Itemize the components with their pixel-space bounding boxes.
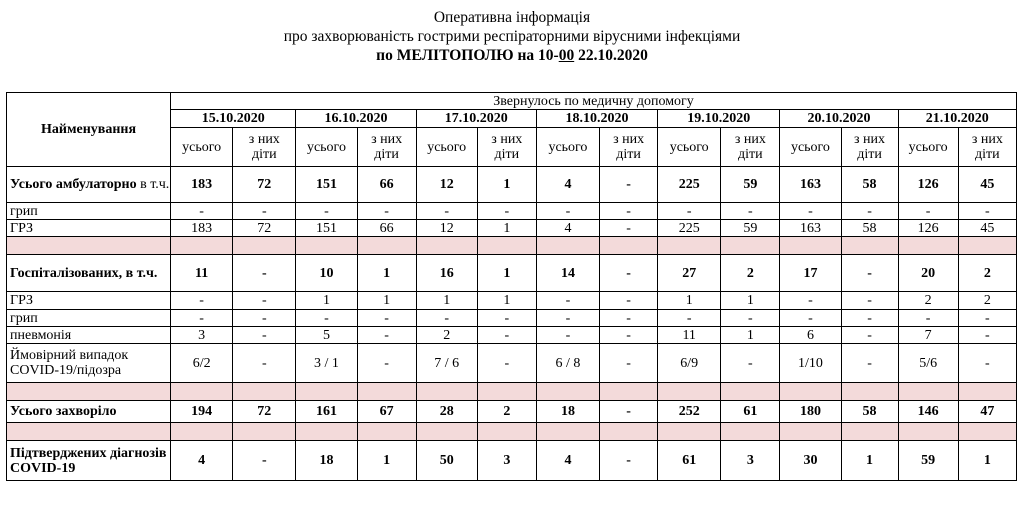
children-cell: 72 (233, 167, 296, 203)
total-cell: 163 (780, 167, 841, 203)
total-cell: 18 (536, 401, 599, 423)
children-cell: 61 (721, 401, 780, 423)
total-cell: 6 (780, 327, 841, 344)
separator-cell (898, 237, 958, 255)
row-label (7, 203, 171, 220)
children-cell: - (477, 310, 536, 327)
row-label (7, 167, 171, 203)
table-row (7, 167, 1017, 203)
children-cell: 66 (357, 167, 416, 203)
children-subheader-line2: діти (975, 147, 1000, 162)
total-cell: 6 / 8 (536, 344, 599, 383)
children-subheader (600, 128, 658, 167)
table-row (7, 292, 1017, 310)
date-header: 16.10.2020 (296, 110, 416, 128)
date-header: 19.10.2020 (658, 110, 780, 128)
total-cell: 183 (171, 220, 233, 237)
children-cell: 1 (841, 441, 898, 481)
title-hour: 00 (558, 47, 575, 64)
row-label (7, 220, 171, 237)
total-cell: 14 (536, 255, 599, 292)
total-cell: 28 (416, 401, 477, 423)
children-cell: - (233, 441, 296, 481)
table-header (7, 93, 1017, 167)
separator-cell (357, 383, 416, 401)
children-cell: - (477, 344, 536, 383)
total-subheader: усього (536, 128, 599, 167)
children-cell: - (233, 344, 296, 383)
total-cell: 1 (658, 292, 721, 310)
total-cell: 151 (296, 220, 357, 237)
separator-row (7, 383, 1017, 401)
total-subheader: усього (171, 128, 233, 167)
total-cell: 11 (171, 255, 233, 292)
separator-cell (600, 423, 658, 441)
children-cell: 1 (721, 327, 780, 344)
row-label (7, 344, 171, 383)
children-subheader-line1: з них (734, 132, 766, 147)
children-cell: 1 (958, 441, 1016, 481)
separator-cell (296, 383, 357, 401)
separator-cell (296, 237, 357, 255)
separator-cell (416, 237, 477, 255)
row-label (7, 310, 171, 327)
children-cell: - (958, 310, 1016, 327)
children-cell: - (600, 167, 658, 203)
total-cell: 3 (171, 327, 233, 344)
children-subheader (233, 128, 296, 167)
children-cell: - (233, 292, 296, 310)
separator-cell (898, 383, 958, 401)
separator-cell (958, 423, 1016, 441)
total-cell: - (536, 203, 599, 220)
children-subheader-line1: з них (971, 132, 1003, 147)
table-row (7, 441, 1017, 481)
total-cell: - (658, 203, 721, 220)
total-cell: - (780, 310, 841, 327)
total-subheader: усього (898, 128, 958, 167)
children-cell: 45 (958, 167, 1016, 203)
separator-cell (7, 237, 171, 255)
total-cell: 7 (898, 327, 958, 344)
children-cell: 72 (233, 220, 296, 237)
separator-cell (780, 237, 841, 255)
separator-cell (477, 423, 536, 441)
total-cell: 50 (416, 441, 477, 481)
children-cell: 58 (841, 401, 898, 423)
total-cell: - (536, 292, 599, 310)
children-subheader-line2: діти (494, 147, 520, 162)
separator-cell (171, 383, 233, 401)
total-cell: 1 (416, 292, 477, 310)
report-location-date (0, 46, 1024, 65)
children-cell: - (958, 344, 1016, 383)
total-cell: 10 (296, 255, 357, 292)
row-label-text: ГРЗ (10, 220, 34, 236)
total-cell: - (416, 310, 477, 327)
separator-cell (233, 423, 296, 441)
separator-cell (171, 237, 233, 255)
children-cell: 1 (477, 220, 536, 237)
date-header: 17.10.2020 (416, 110, 536, 128)
children-cell: - (600, 292, 658, 310)
row-label (7, 401, 171, 423)
children-cell: - (600, 310, 658, 327)
total-cell: 6/2 (171, 344, 233, 383)
children-subheader-line1: з них (854, 132, 886, 147)
children-cell: - (841, 327, 898, 344)
total-cell: 151 (296, 167, 357, 203)
date-header: 15.10.2020 (171, 110, 296, 128)
separator-cell (898, 423, 958, 441)
total-subheader: усього (296, 128, 357, 167)
children-cell: 1 (357, 292, 416, 310)
children-subheader-line2: діти (857, 147, 882, 162)
children-cell: 3 (721, 441, 780, 481)
total-cell: 12 (416, 220, 477, 237)
children-cell: 58 (841, 220, 898, 237)
children-cell: - (233, 310, 296, 327)
title-location: по МЕЛІТОПОЛЮ на 10- (376, 47, 559, 64)
row-label (7, 327, 171, 344)
separator-cell (841, 383, 898, 401)
children-cell: 59 (721, 167, 780, 203)
separator-cell (171, 423, 233, 441)
total-cell: 2 (898, 292, 958, 310)
children-cell: - (841, 292, 898, 310)
table-row (7, 220, 1017, 237)
children-cell: 2 (958, 255, 1016, 292)
date-header: 18.10.2020 (536, 110, 657, 128)
children-cell: - (721, 203, 780, 220)
total-cell: 59 (898, 441, 958, 481)
total-cell: - (898, 310, 958, 327)
children-cell: 1 (357, 441, 416, 481)
children-cell: - (233, 203, 296, 220)
row-label-text: Підтверджених діагнозів COVID-19 (10, 445, 167, 476)
total-cell: - (658, 310, 721, 327)
total-cell: 252 (658, 401, 721, 423)
children-cell: - (958, 203, 1016, 220)
children-cell: - (357, 344, 416, 383)
row-label-text: пневмонія (10, 327, 72, 343)
separator-cell (721, 423, 780, 441)
total-cell: 6/9 (658, 344, 721, 383)
children-cell: - (600, 327, 658, 344)
children-cell: - (600, 441, 658, 481)
date-header: 20.10.2020 (780, 110, 898, 128)
separator-cell (416, 423, 477, 441)
row-label (7, 441, 171, 481)
report-title: Оперативна інформація (433, 9, 591, 26)
children-subheader-line2: діти (251, 147, 277, 162)
total-cell: - (536, 327, 599, 344)
row-label-text: Усього захворіло (10, 404, 117, 419)
children-cell: 2 (477, 401, 536, 423)
total-cell: - (780, 203, 841, 220)
date-header: 21.10.2020 (898, 110, 1016, 128)
children-cell: 2 (721, 255, 780, 292)
separator-cell (658, 423, 721, 441)
total-cell: 183 (171, 167, 233, 203)
total-cell: - (416, 203, 477, 220)
morbidity-table (6, 92, 1017, 481)
total-cell: 16 (416, 255, 477, 292)
table-row (7, 255, 1017, 292)
separator-cell (536, 423, 599, 441)
total-cell: - (536, 310, 599, 327)
children-cell: - (357, 327, 416, 344)
children-cell: - (600, 220, 658, 237)
table-row (7, 203, 1017, 220)
children-cell: 2 (958, 292, 1016, 310)
total-subheader: усього (658, 128, 721, 167)
separator-cell (780, 423, 841, 441)
total-cell: 11 (658, 327, 721, 344)
children-cell: 47 (958, 401, 1016, 423)
table-row (7, 344, 1017, 383)
table-body (7, 167, 1017, 481)
children-cell: 58 (841, 167, 898, 203)
separator-cell (477, 383, 536, 401)
separator-cell (233, 237, 296, 255)
children-cell: - (233, 327, 296, 344)
name-header: Найменування (7, 93, 171, 167)
total-cell: 7 / 6 (416, 344, 477, 383)
children-cell: - (600, 203, 658, 220)
table-row (7, 401, 1017, 423)
children-cell: - (600, 401, 658, 423)
total-cell: 225 (658, 167, 721, 203)
total-cell: - (171, 310, 233, 327)
row-label (7, 292, 171, 310)
children-cell: - (600, 344, 658, 383)
children-subheader (721, 128, 780, 167)
separator-cell (600, 237, 658, 255)
separator-cell (780, 383, 841, 401)
separator-cell (233, 383, 296, 401)
total-cell: 4 (171, 441, 233, 481)
separator-cell (536, 237, 599, 255)
children-cell: - (841, 255, 898, 292)
total-cell: 126 (898, 167, 958, 203)
total-cell: 163 (780, 220, 841, 237)
total-subheader: усього (416, 128, 477, 167)
children-subheader-line1: з них (491, 132, 523, 147)
children-cell: 3 (477, 441, 536, 481)
total-cell: 1 (296, 292, 357, 310)
total-cell: 1/10 (780, 344, 841, 383)
children-subheader-line2: діти (738, 147, 763, 162)
separator-cell (658, 383, 721, 401)
separator-cell (721, 383, 780, 401)
total-cell: 225 (658, 220, 721, 237)
children-cell: - (357, 203, 416, 220)
total-cell: - (780, 292, 841, 310)
children-cell: - (357, 310, 416, 327)
children-subheader (357, 128, 416, 167)
children-cell: 67 (357, 401, 416, 423)
total-cell: 30 (780, 441, 841, 481)
children-cell: 59 (721, 220, 780, 237)
children-cell: - (958, 327, 1016, 344)
children-cell: - (477, 327, 536, 344)
row-label-text: грип (10, 203, 38, 219)
children-cell: 1 (477, 292, 536, 310)
separator-cell (841, 423, 898, 441)
row-label-text: ГРЗ (10, 293, 34, 308)
separator-cell (958, 237, 1016, 255)
separator-cell (658, 237, 721, 255)
row-label-text: Ймовірний випадок COVID-19/підозра (10, 348, 129, 378)
separator-row (7, 423, 1017, 441)
children-cell: 1 (477, 167, 536, 203)
group-header: Звернулось по медичну допомогу (171, 93, 1017, 110)
total-cell: 126 (898, 220, 958, 237)
children-subheader-line1: з них (613, 132, 645, 147)
children-cell: 1 (357, 255, 416, 292)
total-cell: - (898, 203, 958, 220)
total-cell: - (171, 292, 233, 310)
table-row (7, 310, 1017, 327)
total-cell: 4 (536, 441, 599, 481)
total-cell: 5/6 (898, 344, 958, 383)
total-cell: 161 (296, 401, 357, 423)
total-cell: 17 (780, 255, 841, 292)
children-cell: - (841, 203, 898, 220)
separator-cell (600, 383, 658, 401)
row-label-suffix: в т.ч. (136, 177, 170, 192)
children-subheader (477, 128, 536, 167)
total-cell: 3 / 1 (296, 344, 357, 383)
children-cell: - (841, 344, 898, 383)
total-cell: 4 (536, 220, 599, 237)
row-label-text: грип (10, 310, 38, 326)
children-subheader-line2: діти (374, 147, 399, 162)
children-cell: 72 (233, 401, 296, 423)
total-cell: 2 (416, 327, 477, 344)
total-cell: 61 (658, 441, 721, 481)
separator-cell (357, 423, 416, 441)
row-label (7, 255, 171, 292)
separator-cell (477, 237, 536, 255)
separator-cell (958, 383, 1016, 401)
separator-cell (296, 423, 357, 441)
children-cell: - (721, 310, 780, 327)
children-subheader (958, 128, 1016, 167)
children-subheader-line1: з них (248, 132, 280, 147)
separator-cell (7, 383, 171, 401)
separator-cell (841, 237, 898, 255)
separator-cell (416, 383, 477, 401)
separator-row (7, 237, 1017, 255)
total-subheader: усього (780, 128, 841, 167)
children-subheader-line1: з них (371, 132, 403, 147)
total-cell: 4 (536, 167, 599, 203)
total-cell: - (296, 310, 357, 327)
children-subheader-line2: діти (616, 147, 641, 162)
table-row (7, 327, 1017, 344)
row-label-text: Госпіталізованих, в т.ч. (10, 265, 158, 281)
children-cell: - (477, 203, 536, 220)
separator-cell (721, 237, 780, 255)
children-cell: 66 (357, 220, 416, 237)
total-cell: - (296, 203, 357, 220)
separator-cell (357, 237, 416, 255)
children-cell: 45 (958, 220, 1016, 237)
children-subheader (841, 128, 898, 167)
total-cell: 146 (898, 401, 958, 423)
total-cell: 27 (658, 255, 721, 292)
total-cell: - (171, 203, 233, 220)
total-cell: 194 (171, 401, 233, 423)
row-label-text: Усього амбулаторно (10, 177, 137, 192)
total-cell: 18 (296, 441, 357, 481)
total-cell: 180 (780, 401, 841, 423)
separator-cell (536, 383, 599, 401)
children-cell: - (233, 255, 296, 292)
separator-cell (7, 423, 171, 441)
report-subtitle: про захворюваність гострими респіраторними вірусними інфекціями (283, 28, 741, 45)
children-cell: - (841, 310, 898, 327)
title-date: 22.10.2020 (574, 47, 648, 64)
total-cell: 12 (416, 167, 477, 203)
children-cell: 1 (477, 255, 536, 292)
children-cell: 1 (721, 292, 780, 310)
total-cell: 5 (296, 327, 357, 344)
children-cell: - (721, 344, 780, 383)
children-cell: - (600, 255, 658, 292)
total-cell: 20 (898, 255, 958, 292)
